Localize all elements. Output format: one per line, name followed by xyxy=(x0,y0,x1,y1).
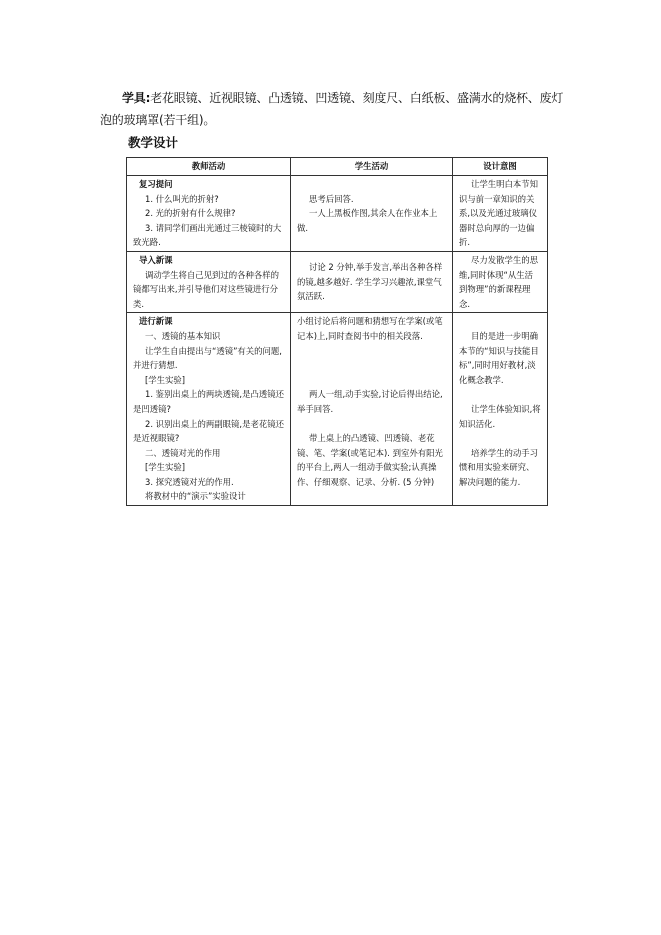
intro-label: 学具: xyxy=(122,91,151,105)
intro-paragraph xyxy=(100,87,565,131)
row1-student-line: 一人上黑板作图,其余人在作业本上做. xyxy=(297,208,438,233)
row2-intent-cell xyxy=(453,251,548,312)
row3-student-para: 小组讨论后将问题和猜想写在学案(或笔记本)上,同时查阅书中的相关段落. xyxy=(297,316,443,341)
row3-student-para: 两人一组,动手实验,讨论后得出结论,举手回答. xyxy=(297,389,443,414)
header-student: 学生活动 xyxy=(291,158,453,176)
table-header-row xyxy=(127,158,548,176)
table-row xyxy=(127,251,548,312)
section-title: 教学设计 xyxy=(128,135,179,150)
row1-student-cell xyxy=(291,176,453,252)
row3-teacher-line: 1. 鉴别出桌上的两块透镜,是凸透镜还是凹透镜? xyxy=(133,389,284,414)
row3-intent-para: 培养学生的动手习惯和用实验来研究、解决问题的能力. xyxy=(459,447,538,487)
row3-teacher-line: [学生实验] xyxy=(145,374,186,385)
row3-teacher-line: 二、透镜对光的作用 xyxy=(145,447,221,458)
table-row xyxy=(127,313,548,506)
row3-teacher-line: 一、透镜的基本知识 xyxy=(145,330,221,341)
row1-teacher-line: 3. 请同学们画出光通过三棱镜时的大致光路. xyxy=(133,222,282,248)
row1-teacher-line: 1. 什么叫光的折射? xyxy=(145,193,219,204)
row3-intent-para: 目的是进一步明确本节的“知识与技能目标”,同时用好教材,淡化概念教学. xyxy=(459,330,539,385)
row1-student-line: 思考后回答. xyxy=(309,193,354,204)
row2-teacher-text: 调动学生将自己见到过的各种各样的镜都写出来,并引导他们对这些镜进行分类. xyxy=(133,269,279,309)
intro-text: 老花眼镜、近视眼镜、凸透镜、凹透镜、刻度尺、白纸板、盛满水的烧杯、废灯泡的玻璃罩(若干组)。 xyxy=(100,91,564,127)
row2-student-cell xyxy=(291,251,453,312)
row3-student-cell xyxy=(291,313,453,506)
row2-student-text: 讨论 2 分钟,举手发言,举出各种各样的镜,越多越好. 学生学习兴趣浓,课堂气氛活跃. xyxy=(297,262,443,302)
row2-teacher-title: 导入新课 xyxy=(139,254,173,265)
row3-student-para: 带上桌上的凸透镜、凹透镜、老花镜、笔、学案(或笔记本). 到室外有阳光的平台上,两人一组动手做实验;认真操作、仔细观察、记录、分析. (5 分钟) xyxy=(297,432,443,487)
row1-intent-cell xyxy=(453,176,548,252)
row3-teacher-title: 进行新课 xyxy=(139,316,173,327)
header-intent: 设计意图 xyxy=(453,158,548,176)
row3-teacher-line: 3. 探究透镜对光的作用. xyxy=(145,476,234,487)
row1-teacher-line: 2. 光的折射有什么规律? xyxy=(145,208,236,219)
row1-teacher-cell xyxy=(127,176,291,252)
row3-intent-cell xyxy=(453,313,548,506)
row3-teacher-cell xyxy=(127,313,291,506)
row3-teacher-line: [学生实验] xyxy=(145,462,186,473)
table-row xyxy=(127,176,548,252)
row3-teacher-line: 2. 识别出桌上的两副眼镜,是老花镜还是近视眼镜? xyxy=(133,418,284,444)
row3-intent-para: 让学生体验知识,将知识活化. xyxy=(459,403,541,429)
row3-teacher-line: 让学生自由提出与“透镜”有关的问题,并进行猜想. xyxy=(133,345,282,371)
row2-intent-text: 尽力发散学生的思维,同时体现“从生活到物理”的新课程理念. xyxy=(459,254,538,309)
row2-teacher-cell xyxy=(127,251,291,312)
teaching-design-table xyxy=(126,157,548,506)
header-teacher: 教师活动 xyxy=(127,158,291,176)
row1-teacher-title: 复习提问 xyxy=(139,179,173,189)
row1-intent-text: 让学生明白本节知识与前一章知识的关系,以及光通过玻璃仪器时总向厚的一边偏折. xyxy=(459,179,538,248)
row3-teacher-line: 将教材中的“演示”实验设计 xyxy=(145,491,246,502)
